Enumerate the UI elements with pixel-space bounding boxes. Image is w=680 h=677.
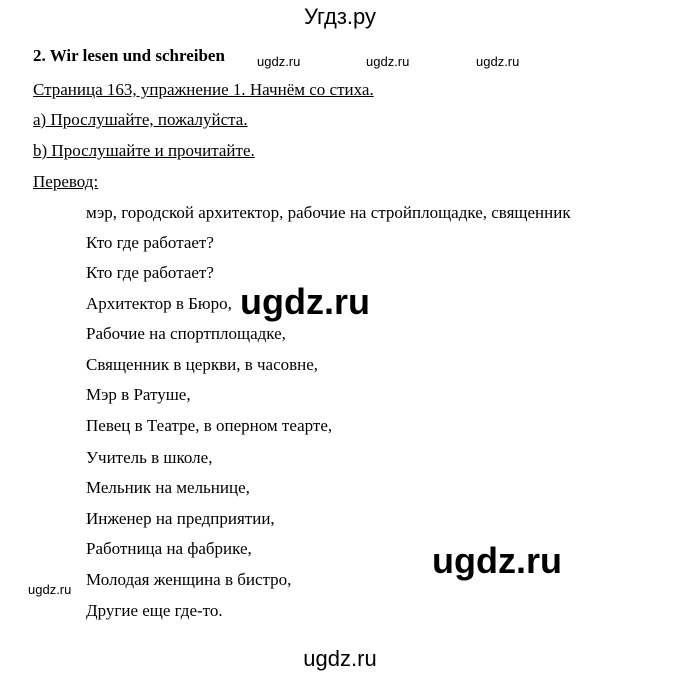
poem-line: мэр, городской архитектор, рабочие на стройплощадке, священник bbox=[86, 203, 571, 222]
watermark-large: ugdz.ru bbox=[432, 540, 562, 581]
poem-line: Священник в церкви, в часовне, bbox=[86, 355, 319, 374]
poem-line: Другие еще где-то. bbox=[86, 601, 223, 620]
poem-line: Работница на фабрике, bbox=[86, 539, 252, 558]
poem-line: Учитель в школе, bbox=[86, 448, 213, 467]
poem-line: Кто где работает? bbox=[86, 263, 214, 282]
watermark-small: ugdz.ru bbox=[257, 54, 301, 69]
poem-line: Инженер на предприятии, bbox=[86, 509, 275, 528]
task-b: b) Прослушайте и прочитайте. bbox=[33, 141, 255, 160]
watermark-small: ugdz.ru bbox=[476, 54, 520, 69]
task-a: а) Прослушайте, пожалуйста. bbox=[33, 110, 248, 129]
poem-line: Кто где работает? bbox=[86, 233, 214, 252]
poem-line: Певец в Театре, в оперном теарте, bbox=[86, 416, 333, 435]
watermark-small: ugdz.ru bbox=[28, 582, 72, 597]
poem-line: Архитектор в Бюро, bbox=[86, 294, 232, 313]
watermark-small: ugdz.ru bbox=[366, 54, 410, 69]
section-title: 2. Wir lesen und schreiben bbox=[33, 46, 225, 65]
poem-line: Молодая женщина в бистро, bbox=[86, 570, 292, 589]
poem-line: Рабочие на спортплощадке, bbox=[86, 324, 286, 343]
site-title: Угдз.ру bbox=[303, 4, 377, 29]
translation-label: Перевод: bbox=[33, 172, 99, 191]
footer-watermark: ugdz.ru bbox=[303, 646, 377, 671]
poem-line: Мэр в Ратуше, bbox=[86, 385, 191, 404]
watermark-large: ugdz.ru bbox=[240, 281, 370, 322]
poem-line: Мельник на мельнице, bbox=[86, 478, 250, 497]
exercise-heading: Страница 163, упражнение 1. Начнём со стиха. bbox=[33, 80, 374, 99]
